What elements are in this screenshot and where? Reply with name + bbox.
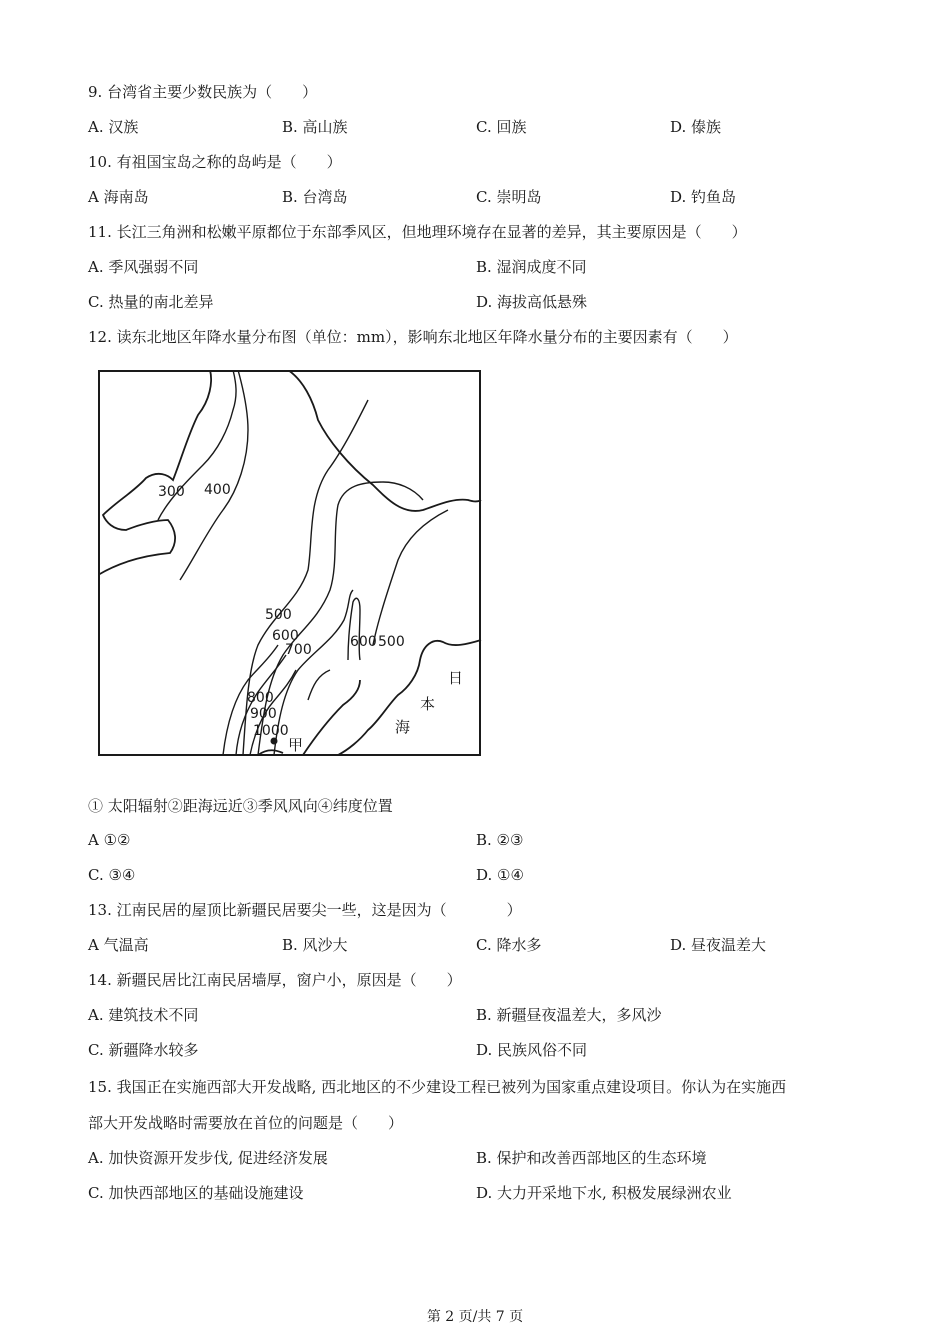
q9-option-b: B. 高山族: [282, 118, 348, 136]
isohyet-label-400: 400: [204, 482, 231, 498]
isohyet-label-500: 500: [265, 607, 292, 623]
isohyet-label-300: 300: [158, 484, 185, 500]
q12-option-b: B. ②③: [476, 831, 524, 849]
place-label-ben: 本: [420, 695, 436, 713]
q10-option-b: B. 台湾岛: [282, 188, 348, 206]
q14-option-a: A. 建筑技术不同: [88, 1006, 199, 1024]
isohyet-400: [180, 370, 248, 580]
question-11-stem: 11. 长江三角洲和松嫩平原都位于东部季风区，但地理环境存在显著的差异，其主要原因是（ ）: [88, 223, 747, 241]
q10-option-d: D. 钓鱼岛: [670, 188, 737, 206]
q13-option-c: C. 降水多: [476, 936, 542, 954]
q15-option-b: B. 保护和改善西部地区的生态环境: [476, 1149, 707, 1167]
border-line: [98, 370, 211, 575]
q11-option-c: C. 热量的南北差异: [88, 293, 214, 311]
q9-option-d: D. 傣族: [670, 118, 722, 136]
q10-option-c: C. 崇明岛: [476, 188, 542, 206]
q15-option-c: C. 加快西部地区的基础设施建设: [88, 1184, 304, 1202]
isohyet-label-900: 900: [250, 706, 277, 722]
question-15-stem-line2: 部大开发战略时需要放在首位的问题是（ ）: [88, 1114, 404, 1132]
isohyet-extra: [308, 670, 330, 700]
isohyet-label-700: 700: [285, 642, 312, 658]
isohyet-label-500-east: 500: [378, 634, 405, 650]
place-label-hai: 海: [395, 718, 411, 736]
place-label-ri: 日: [448, 669, 464, 687]
isohyet-label-600-east: 600: [350, 634, 377, 650]
q11-option-a: A. 季风强弱不同: [88, 258, 199, 276]
q12-option-a: A ①②: [88, 831, 131, 849]
q13-option-a: A 气温高: [88, 936, 149, 954]
q9-option-a: A. 汉族: [88, 118, 139, 136]
isohyet-label-600: 600: [272, 628, 299, 644]
isohyet-label-800: 800: [247, 690, 274, 706]
q14-option-d: D. 民族风俗不同: [476, 1041, 588, 1059]
q12-option-c: C. ③④: [88, 866, 136, 884]
border-line: [288, 370, 481, 511]
question-15-stem-line1: 15. 我国正在实施西部大开发战略, 西北地区的不少建设工程已被列为国家重点建设项目。你认为在实施西: [88, 1078, 787, 1096]
q14-option-c: C. 新疆降水较多: [88, 1041, 199, 1059]
q10-option-a: A 海南岛: [88, 188, 149, 206]
q11-option-b: B. 湿润成度不同: [476, 258, 587, 276]
q13-option-d: D. 昼夜温差大: [670, 936, 767, 954]
isohyet-600-east: [348, 598, 360, 660]
q15-option-d: D. 大力开采地下水, 积极发展绿洲农业: [476, 1184, 732, 1202]
question-10-stem: 10. 有祖国宝岛之称的岛屿是（ ）: [88, 153, 342, 171]
place-label-jia: 甲: [288, 736, 304, 754]
page-footer: 第 2 页/共 7 页: [426, 1309, 524, 1325]
q12-factors: ① 太阳辐射②距海远近③季风风向④纬度位置: [88, 797, 393, 815]
question-12-stem: 12. 读东北地区年降水量分布图（单位：mm），影响东北地区年降水量分布的主要因素有（ ）: [88, 328, 738, 346]
precipitation-map: [98, 370, 482, 757]
question-13-stem: 13. 江南民居的屋顶比新疆民居要尖一些，这是因为（ ）: [88, 901, 522, 919]
question-9-stem: 9. 台湾省主要少数民族为（ ）: [88, 83, 318, 101]
isohyet-500-east: [373, 510, 448, 645]
q15-option-a: A. 加快资源开发步伐, 促进经济发展: [88, 1149, 328, 1167]
question-14-stem: 14. 新疆民居比江南民居墙厚，窗户小，原因是（ ）: [88, 971, 462, 989]
q14-option-b: B. 新疆昼夜温差大，多风沙: [476, 1006, 662, 1024]
q12-option-d: D. ①④: [476, 866, 524, 884]
isohyet-label-1000: 1000: [253, 723, 289, 739]
q11-option-d: D. 海拔高低悬殊: [476, 293, 588, 311]
q13-option-b: B. 风沙大: [282, 936, 348, 954]
q9-option-c: C. 回族: [476, 118, 527, 136]
